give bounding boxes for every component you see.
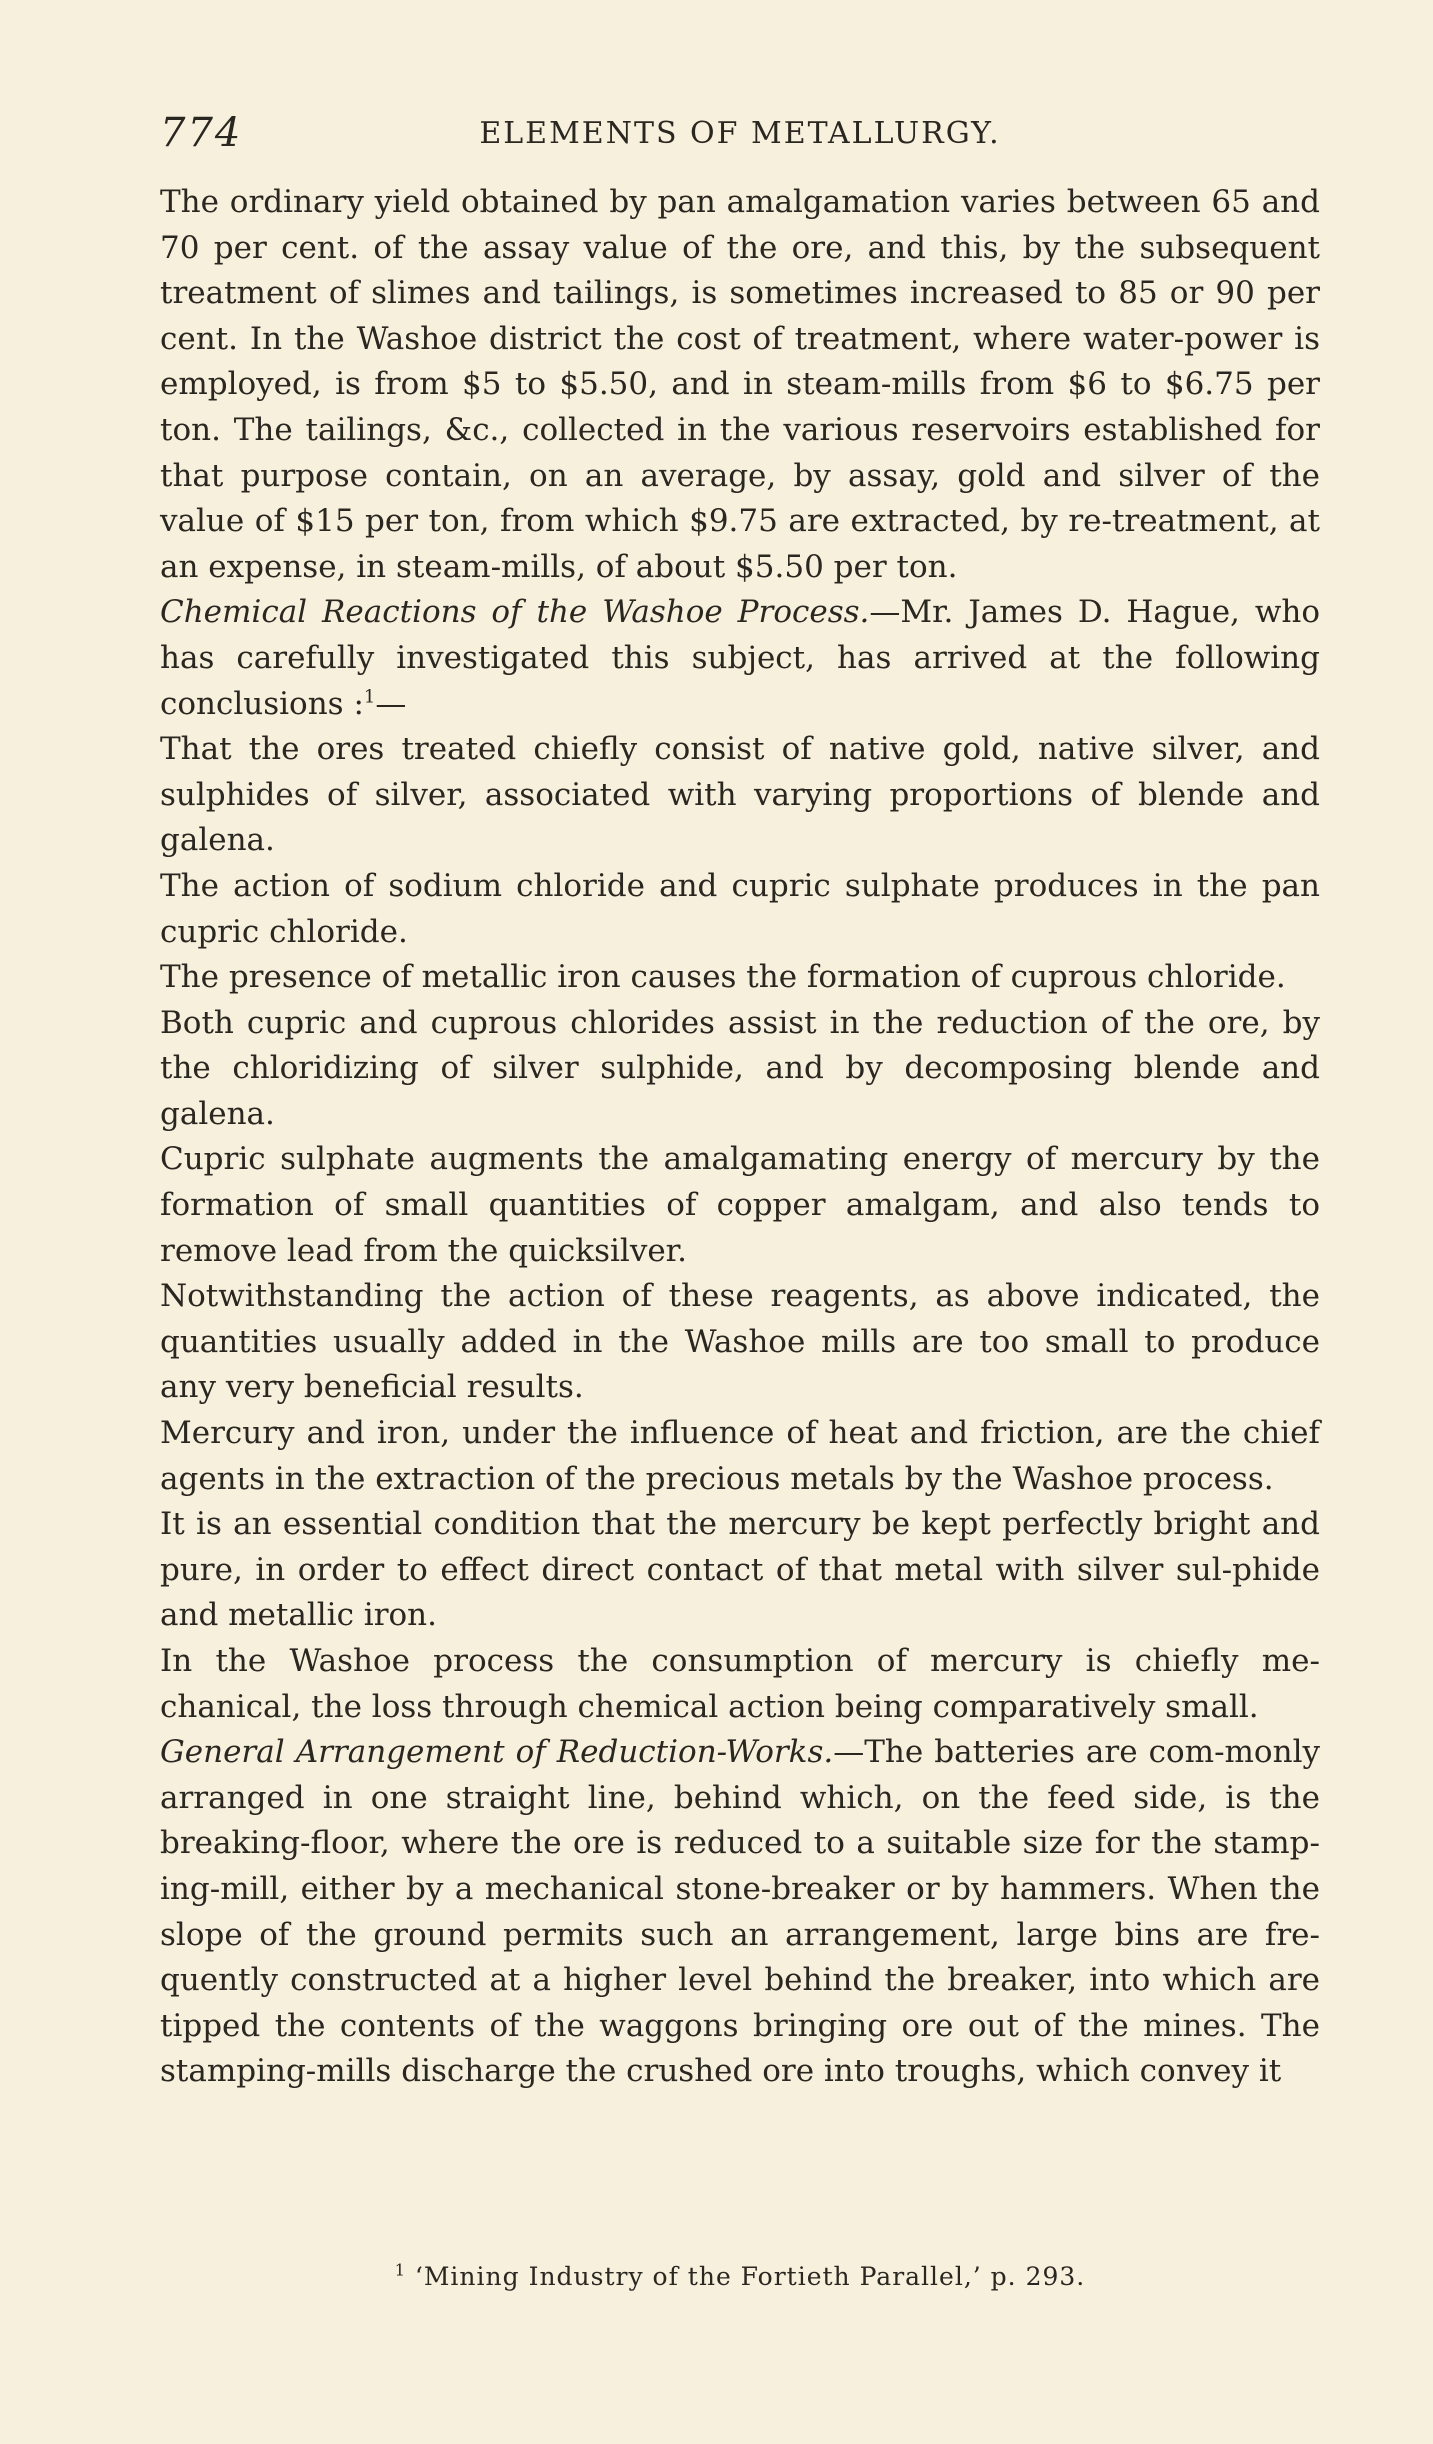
paragraph-text: In the Washoe process the consumption of mercury is chiefly me-chanical, the loss through chemical action being comparatively small. <box>160 1643 1320 1725</box>
paragraph <box>160 955 1320 1001</box>
paragraph <box>160 1001 1320 1138</box>
paragraph-text: That the ores treated chiefly consist of native gold, native silver, and sulphides of silver, associated with varying proportions of blende and galena. <box>160 731 1320 859</box>
paragraph-text: The presence of metallic iron causes the formation of cuprous chloride. <box>160 959 1286 996</box>
paragraph-text: Both cupric and cuprous chlorides assist in the reduction of the ore, by the chloridizing of silver sulphide, and by decomposing blende and galena. <box>160 1004 1320 1132</box>
paragraph-text: Mercury and iron, under the influence of heat and friction, are the chief agents in the extraction of the precious metals by the Washoe process. <box>160 1415 1320 1497</box>
paragraph <box>160 1639 1320 1730</box>
paragraph <box>160 1411 1320 1502</box>
section-heading: Chemical Reactions of the Washoe Process. <box>160 594 870 631</box>
page-number: 774 <box>160 110 243 156</box>
footnote-marker: 1 <box>394 2260 406 2280</box>
paragraph-text: —Mr. James D. Hague, who has carefully investigated this subject, has arrived at the following conclusions : <box>160 594 1321 722</box>
paragraph-text: Cupric sulphate augments the amalgamating energy of mercury by the formation of small quantities of copper amalgam, and also tends to remove lead from the quicksilver. <box>160 1141 1320 1269</box>
footnote-text: ‘Mining Industry of the Fortieth Parallel,’ p. 293. <box>414 2262 1086 2291</box>
footnote-reference: 1 <box>363 686 376 708</box>
running-title: ELEMENTS OF METALLURGY. <box>479 116 1001 151</box>
paragraph <box>160 1502 1320 1639</box>
page-header <box>160 110 1320 160</box>
paragraph-text: It is an essential condition that the mercury be kept perfectly bright and pure, in order to effect direct contact of that metal with silver sul-phide and metallic iron. <box>160 1506 1320 1634</box>
paragraph-text: The action of sodium chloride and cupric sulphate produces in the pan cupric chloride. <box>160 867 1320 950</box>
paragraph-text: Notwithstanding the action of these reagents, as above indicated, the quantities usually added in the Washoe mills are too small to produce any very beneficial results. <box>160 1278 1320 1406</box>
paragraph <box>160 1137 1320 1274</box>
paragraph <box>160 1730 1320 2095</box>
paragraph <box>160 1274 1320 1411</box>
paragraph-text-tail: — <box>375 685 407 722</box>
paragraph <box>160 180 1320 590</box>
paragraph <box>160 727 1320 864</box>
footnote <box>160 2262 1320 2291</box>
paragraph-text: The ordinary yield obtained by pan amalgamation varies between 65 and 70 per cent. of the assay value of the ore, and this, by the subsequent treatment of slimes and tailings, is sometimes increased to 85 or 90 per cent. In the Washoe district the cost of treatment, where water-power is employed, is from $5 to $5.50, and in steam-mills from $6 to $6.75 per ton. The tailings, &c., collected in the various reservoirs established for that purpose contain, on an average, by assay, gold and silver of the value of $15 per ton, from which $9.75 are extracted, by re-treatment, at an expense, in steam-mills, of about $5.50 per ton. <box>160 184 1320 585</box>
paragraph <box>160 864 1320 955</box>
section-heading: General Arrangement of Reduction-Works. <box>160 1734 834 1771</box>
paragraph <box>160 590 1320 727</box>
paragraph-text: —The batteries are com-monly arranged in one straight line, behind which, on the feed side, is the breaking-floor, where the ore is reduced to a suitable size for the stamp-ing-mill, either by a mechanical stone-breaker or by hammers. When the slope of the ground permits such an arrangement, large bins are fre-quently constructed at a higher level behind the breaker, into which are tipped the contents of the waggons bringing ore out of the mines. The stamping-mills discharge the crushed ore into troughs, which convey it <box>160 1734 1320 2090</box>
body-text <box>160 180 1320 2095</box>
